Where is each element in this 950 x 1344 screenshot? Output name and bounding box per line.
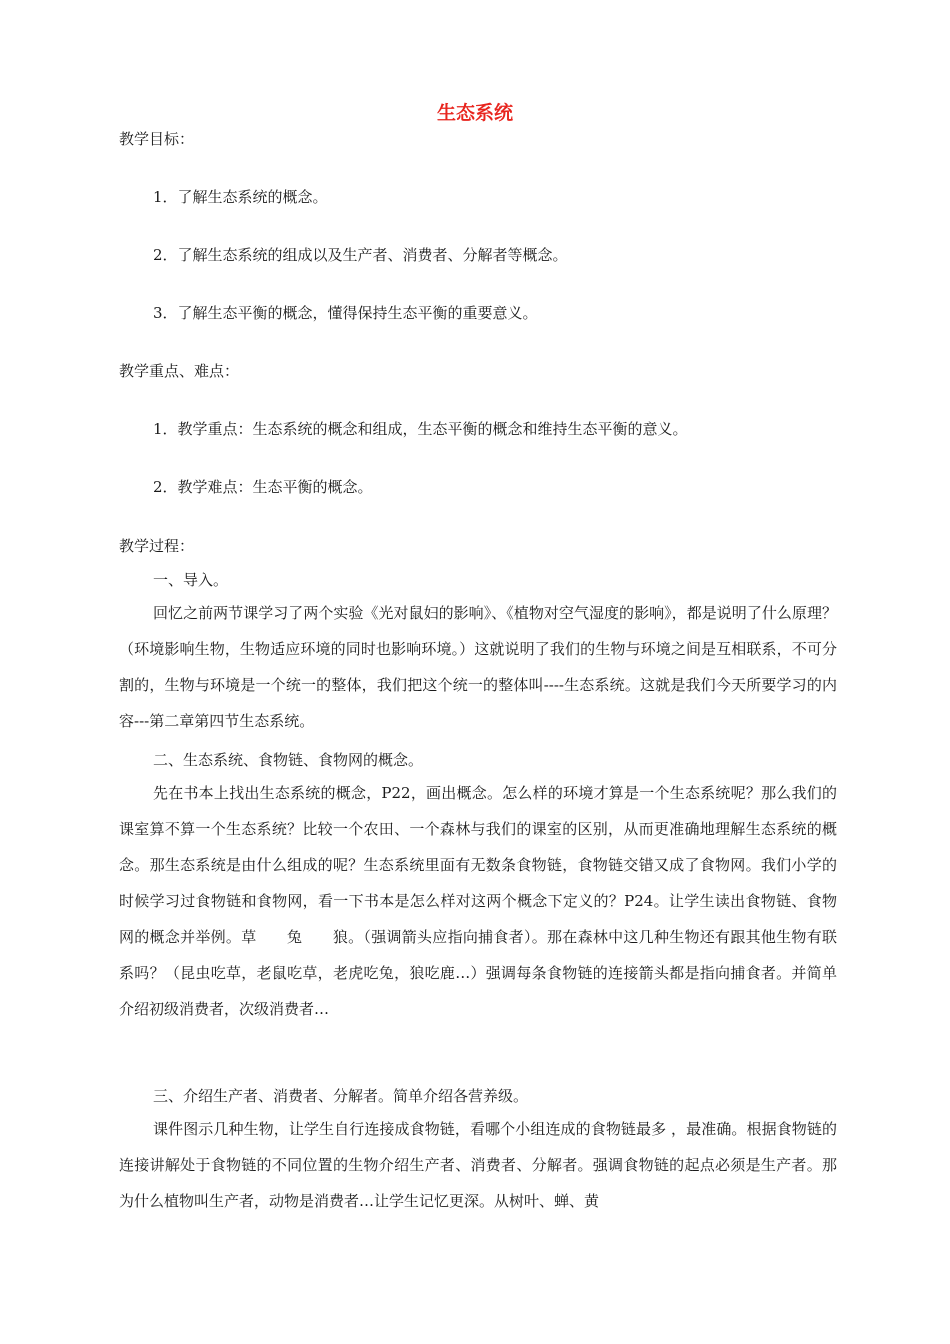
objective-item-1: 1．了解生态系统的概念。 — [153, 188, 328, 206]
objective-item-3: 3．了解生态平衡的概念，懂得保持生态平衡的重要意义。 — [153, 304, 538, 322]
section-heading-2: 二、生态系统、食物链、食物网的概念。 — [153, 751, 424, 769]
objectives-heading: 教学目标： — [119, 130, 195, 148]
process-heading: 教学过程： — [119, 537, 195, 555]
document-title: 生态系统 — [436, 102, 513, 124]
paragraph-2: 先在书本上找出生态系统的概念，P22，画出概念。怎么样的环境才算是一个生态系统呢？那么我们的课室算不算一个生态系统？比较一个农田、一个森林与我们的课室的区别，从而更准确地理解生态系统的概念。那生态系统是由什么组成的呢？生态系统里面有无数条食物链，食物链交错又成了食物网。我们小学的时候学习过食物链和食物网，看一下书本是怎么样对这两个概念下定义的？P24。让学生读出食物链、食物网的概念并举例。草 兔 狼。（强调箭头应指向捕食者）。那在森林中这几种生物还有跟其他生物有联系吗？（昆虫吃草，老鼠吃草，老虎吃兔，狼吃鹿…）强调每条食物链的连接箭头都是指向捕食者。并简单介绍初级消费者，次级消费者… — [119, 784, 837, 1018]
objective-item-2: 2．了解生态系统的组成以及生产者、消费者、分解者等概念。 — [153, 246, 568, 264]
paragraph-1: 回忆之前两节课学习了两个实验《光对鼠妇的影响》、《植物对空气湿度的影响》，都是说明了什么原理？（环境影响生物，生物适应环境的同时也影响环境。）这就说明了我们的生物与环境之间是互相联系，不可分割的，生物与环境是一个统一的整体，我们把这个统一的整体叫----生态系统。这就是我们今天所要学习的内容---第二章第四节生态系统。 — [119, 604, 837, 730]
section-heading-1: 一、导入。 — [153, 571, 229, 589]
keypoint-item-1: 1．教学重点：生态系统的概念和组成，生态平衡的概念和维持生态平衡的意义。 — [153, 420, 688, 438]
paragraph-3: 课件图示几种生物，让学生自行连接成食物链，看哪个小组连成的食物链最多 ，最准确。根据食物链的连接讲解处于食物链的不同位置的生物介绍生产者、消费者、分解者。强调食物链的起点必须是生产者。那为什么植物叫生产者，动物是消费者…让学生记忆更深。从树叶、蝉、黄 — [119, 1120, 837, 1210]
keypoint-item-2: 2．教学难点：生态平衡的概念。 — [153, 478, 373, 496]
section-heading-3: 三、介绍生产者、消费者、分解者。简单介绍各营养级。 — [153, 1087, 529, 1105]
keypoints-heading: 教学重点、难点： — [119, 362, 240, 380]
